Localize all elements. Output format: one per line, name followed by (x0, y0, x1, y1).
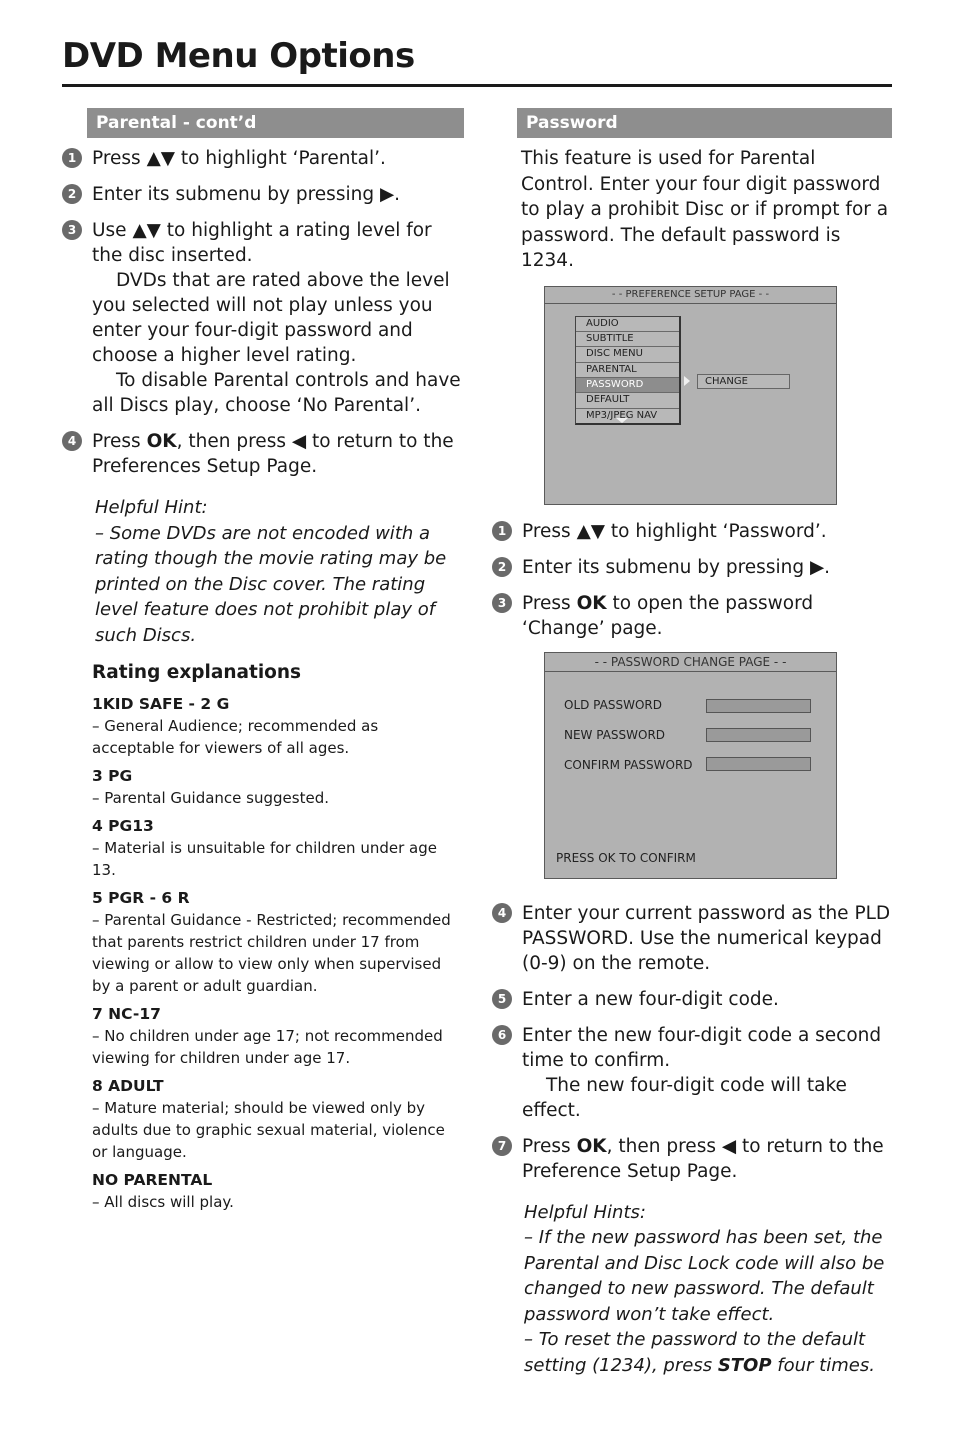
step-2 (62, 182, 464, 207)
press-ok-to-confirm: PRESS OK TO CONFIRM (556, 850, 696, 865)
step-4 (62, 429, 464, 479)
step-number: 4 (62, 431, 82, 451)
rating-desc: – All discs will play. (92, 1193, 234, 1211)
page-title: DVD Menu Options (62, 36, 415, 76)
old-password-label: OLD PASSWORD (564, 697, 662, 712)
confirm-password-field[interactable] (706, 757, 811, 771)
step-number: 1 (62, 148, 82, 168)
hint-text-2 (524, 1327, 892, 1378)
ok-key: OK (576, 1135, 607, 1157)
step-number: 4 (492, 903, 512, 923)
rating-name: NO PARENTAL (92, 1171, 213, 1189)
title-rule (62, 84, 892, 87)
step-number: 1 (492, 521, 512, 541)
rating-name: 1KID SAFE - 2 G (92, 695, 230, 713)
step-text: Enter a new four-digit code. (522, 988, 779, 1010)
ratings-title: Rating explanations (92, 662, 302, 683)
step-3 (62, 218, 464, 418)
step-number: 2 (62, 184, 82, 204)
rating-name: 4 PG13 (92, 817, 154, 835)
step-text: Press ▲▼ to highlight ‘Password’. (522, 520, 827, 542)
password-step-3 (492, 591, 892, 641)
password-change-screen (544, 652, 837, 879)
password-step-1 (492, 519, 892, 544)
step-note: DVDs that are rated above the level you selected will not play unless you enter your four-digit password and choose a higher level rating. (92, 270, 450, 366)
old-password-field[interactable] (706, 699, 811, 713)
arrow-down-icon (616, 418, 628, 423)
rating-item (62, 1003, 464, 1069)
new-password-label: NEW PASSWORD (564, 727, 666, 742)
arrow-right-icon (684, 376, 690, 386)
rating-item (62, 1169, 464, 1213)
password-step-7 (492, 1134, 892, 1184)
step-text-post: , then press ◀ to return to the Preference Setup Page. (522, 1135, 884, 1182)
section-header-parental: Parental - cont’d (87, 108, 464, 138)
rating-name: 3 PG (92, 767, 133, 785)
step-text: Enter its submenu by pressing ▶. (522, 556, 831, 578)
step-number: 7 (492, 1136, 512, 1156)
hint-title: Helpful Hint: (95, 497, 208, 518)
section-header-password: Password (517, 108, 892, 138)
osd-title: - - PASSWORD CHANGE PAGE - - (545, 653, 836, 672)
step-text: Press ▲▼ to highlight ‘Parental’. (92, 148, 386, 169)
left-column (62, 108, 464, 1219)
step-number: 2 (492, 557, 512, 577)
rating-desc: – Parental Guidance suggested. (92, 789, 329, 807)
rating-item (62, 815, 464, 881)
confirm-password-label: CONFIRM PASSWORD (564, 757, 693, 772)
step-number: 3 (492, 593, 512, 613)
osd-menu-item-default[interactable]: DEFAULT (576, 393, 679, 408)
hint-text-2-pre: – To reset the password to the default setting (1234), press (524, 1329, 866, 1376)
step-text-post: to open the password ‘Change’ page. (522, 592, 814, 639)
step-number: 3 (62, 220, 82, 240)
step-text-post: , then press ◀ to return to the Preferences Setup Page. (92, 431, 454, 477)
hint-text-2-post: four times. (771, 1354, 875, 1376)
osd-submenu-change[interactable]: CHANGE (697, 374, 790, 389)
stop-key: STOP (717, 1354, 772, 1376)
osd-menu-item-parental[interactable]: PARENTAL (576, 363, 679, 378)
password-step-6 (492, 1023, 892, 1123)
password-step-4 (492, 901, 892, 976)
rating-item (62, 765, 464, 809)
rating-desc: – No children under age 17; not recommended viewing for children under age 17. (92, 1027, 443, 1067)
osd-menu-item-mp3-jpeg-nav[interactable]: MP3/JPEG NAV (576, 409, 679, 423)
step-number: 5 (492, 989, 512, 1009)
rating-item (62, 693, 464, 759)
rating-name: 5 PGR - 6 R (92, 889, 190, 907)
step-text: Use ▲▼ to highlight a rating level for the disc inserted. (92, 220, 432, 266)
new-password-field[interactable] (706, 728, 811, 742)
step-text-pre: Press (522, 1135, 577, 1157)
rating-desc: – General Audience; recommended as acceptable for viewers of all ages. (92, 717, 379, 757)
step-number: 6 (492, 1025, 512, 1045)
preference-setup-screen (544, 286, 837, 505)
step-1 (62, 146, 464, 171)
osd-menu-item-subtitle[interactable]: SUBTITLE (576, 332, 679, 347)
step-note: The new four-digit code will take effect. (522, 1074, 847, 1121)
rating-desc: – Mature material; should be viewed only by adults due to graphic sexual material, violence or language. (92, 1099, 445, 1161)
helpful-hint (62, 495, 464, 648)
step-note: To disable Parental controls and have all Discs play, choose ‘No Parental’. (92, 370, 461, 416)
step-text: Enter the new four-digit code a second time to confirm. (522, 1024, 882, 1071)
osd-menu-item-password[interactable]: PASSWORD (576, 378, 679, 393)
step-text-pre: Press (92, 431, 147, 452)
ok-key: OK (146, 431, 177, 452)
rating-name: 8 ADULT (92, 1077, 164, 1095)
osd-menu-item-audio[interactable]: AUDIO (576, 317, 679, 332)
hint-text: – Some DVDs are not encoded with a rating though the movie rating may be printed on the Disc cover. The rating level feature does not prohibit play of such Discs. (95, 522, 447, 646)
password-intro: This feature is used for Parental Control. Enter your four digit password to play a prohibit Disc or if prompt for a password. The default password is 1234. (521, 148, 889, 271)
hint-text-1: – If the new password has been set, the Parental and Disc Lock code will also be changed to new password. The default password won’t take effect. (524, 1227, 885, 1325)
rating-desc: – Material is unsuitable for children under age 13. (92, 839, 437, 879)
rating-name: 7 NC-17 (92, 1005, 161, 1023)
rating-desc: – Parental Guidance - Restricted; recommended that parents restrict children under 17 from viewing or allow to view only when supervised by a parent or adult guardian. (92, 911, 451, 995)
right-column (492, 108, 892, 1392)
password-step-2 (492, 555, 892, 580)
hints-title: Helpful Hints: (524, 1201, 646, 1223)
step-text-pre: Press (522, 592, 577, 614)
step-text: Enter your current password as the PLD PASSWORD. Use the numerical keypad (0-9) on the remote. (522, 902, 891, 974)
rating-item (62, 887, 464, 997)
password-step-5 (492, 987, 892, 1012)
helpful-hints (492, 1200, 892, 1379)
osd-title: - - PREFERENCE SETUP PAGE - - (545, 287, 836, 304)
osd-menu (575, 316, 681, 426)
rating-item (62, 1075, 464, 1163)
osd-menu-item-disc-menu[interactable]: DISC MENU (576, 347, 679, 362)
ok-key: OK (576, 592, 607, 614)
step-text: Enter its submenu by pressing ▶. (92, 184, 401, 205)
